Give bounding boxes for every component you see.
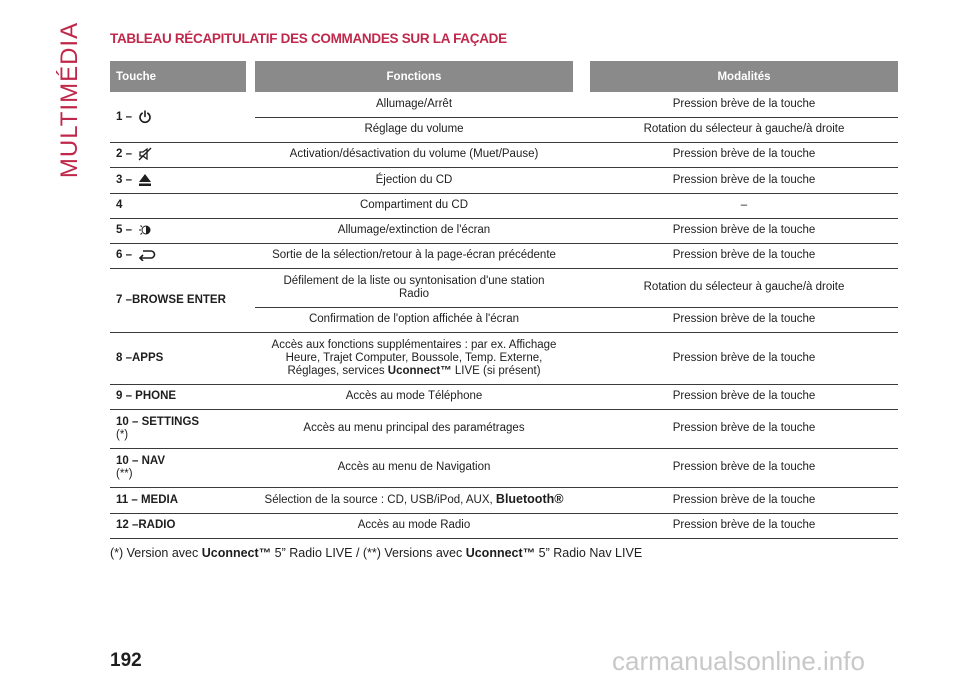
bluetooth-brand: Bluetooth® <box>495 492 564 506</box>
header-modalites: Modalités <box>590 61 898 92</box>
mode-cell: Pression brève de la touche <box>590 243 898 268</box>
table-row <box>110 409 898 448</box>
function-cell: Réglage du volume <box>255 117 573 142</box>
page-number: 192 <box>110 650 142 671</box>
function-cell: Accès au menu de Navigation <box>255 448 573 487</box>
table-row <box>110 487 898 513</box>
table-row <box>110 513 898 538</box>
commands-table <box>110 61 898 539</box>
mode-cell: Pression brève de la touche <box>590 384 898 409</box>
eject-icon <box>138 173 152 187</box>
function-cell: Éjection du CD <box>255 167 573 193</box>
mode-cell: Pression brève de la touche <box>590 448 898 487</box>
mode-cell: Rotation du sélecteur à gauche/à droite <box>590 268 898 307</box>
table-row <box>110 384 898 409</box>
table-row <box>110 332 898 384</box>
key-cell <box>110 142 246 167</box>
mode-cell: Rotation du sélecteur à gauche/à droite <box>590 117 898 142</box>
function-cell: Compartiment du CD <box>255 193 573 218</box>
key-cell: 9 – PHONE <box>110 384 246 409</box>
function-cell: Allumage/Arrêt <box>255 92 573 117</box>
key-cell: 11 – MEDIA <box>110 487 246 513</box>
table-row <box>110 193 898 218</box>
header-fonctions: Fonctions <box>255 61 573 92</box>
function-cell: Sélection de la source : CD, USB/iPod, AUX, Bluetooth® <box>255 487 573 513</box>
mute-icon <box>138 147 152 161</box>
mode-cell: Pression brève de la touche <box>590 142 898 167</box>
mode-cell: Pression brève de la touche <box>590 167 898 193</box>
uconnect-brand: Uconnect™ <box>387 364 452 377</box>
function-cell: Accès aux fonctions supplémentaires : par ex. Affichage Heure, Trajet Computer, Boussole, Temp. Externe, Réglages, services Uconnect™ LIVE (si présent) <box>255 332 573 384</box>
table-row <box>110 243 898 268</box>
mode-cell: Pression brève de la touche <box>590 487 898 513</box>
power-icon <box>138 110 152 124</box>
mode-cell: Pression brève de la touche <box>590 92 898 117</box>
function-cell: Confirmation de l'option affichée à l'écran <box>255 307 573 332</box>
uconnect-brand: Uconnect™ <box>201 546 272 560</box>
mode-cell: Pression brève de la touche <box>590 218 898 243</box>
function-cell: Allumage/extinction de l'écran <box>255 218 573 243</box>
uconnect-brand: Uconnect™ <box>465 546 536 560</box>
key-label: 6 – <box>116 249 132 262</box>
mode-cell: – <box>590 193 898 218</box>
key-label: 3 – <box>116 174 132 187</box>
page-title: TABLEAU RÉCAPITULATIF DES COMMANDES SUR LA FAÇADE <box>110 31 507 46</box>
mode-cell: Pression brève de la touche <box>590 332 898 384</box>
screen-brightness-icon <box>138 223 152 237</box>
watermark: carmanualsonline.info <box>612 646 865 676</box>
key-label: 5 – <box>116 224 132 237</box>
key-cell: 8 –APPS <box>110 332 246 384</box>
section-tab-label: MULTIMÉDIA <box>56 21 84 179</box>
key-cell <box>110 218 246 243</box>
section-tab <box>52 21 88 179</box>
header-touche: Touche <box>110 61 246 92</box>
table-row <box>110 448 898 487</box>
function-cell: Défilement de la liste ou syntonisation d'une station Radio <box>255 268 573 307</box>
key-cell: 4 <box>110 193 246 218</box>
key-cell <box>110 92 246 142</box>
key-cell: 12 –RADIO <box>110 513 246 538</box>
function-cell: Accès au mode Radio <box>255 513 573 538</box>
key-label: 1 – <box>116 110 132 123</box>
footnote: (*) Version avec Uconnect™ 5” Radio LIVE / (**) Versions avec Uconnect™ 5” Radio Nav LIVE <box>110 546 643 560</box>
mode-cell: Pression brève de la touche <box>590 307 898 332</box>
key-cell <box>110 167 246 193</box>
table-row <box>110 218 898 243</box>
key-cell: 7 –BROWSE ENTER <box>110 268 246 332</box>
mode-cell: Pression brève de la touche <box>590 409 898 448</box>
back-arrow-icon <box>138 249 156 261</box>
table-row <box>110 268 898 307</box>
key-cell: 10 – NAV (**) <box>110 448 246 487</box>
key-cell <box>110 243 246 268</box>
table-row <box>110 92 898 117</box>
key-label: 2 – <box>116 148 132 161</box>
function-cell: Sortie de la sélection/retour à la page-écran précédente <box>255 243 573 268</box>
mode-cell: Pression brève de la touche <box>590 513 898 538</box>
table-row <box>110 167 898 193</box>
function-cell: Activation/désactivation du volume (Muet/Pause) <box>255 142 573 167</box>
function-cell: Accès au menu principal des paramétrages <box>255 409 573 448</box>
table-row <box>110 142 898 167</box>
function-cell: Accès au mode Téléphone <box>255 384 573 409</box>
table-header-row <box>110 61 898 92</box>
key-cell: 10 – SETTINGS (*) <box>110 409 246 448</box>
